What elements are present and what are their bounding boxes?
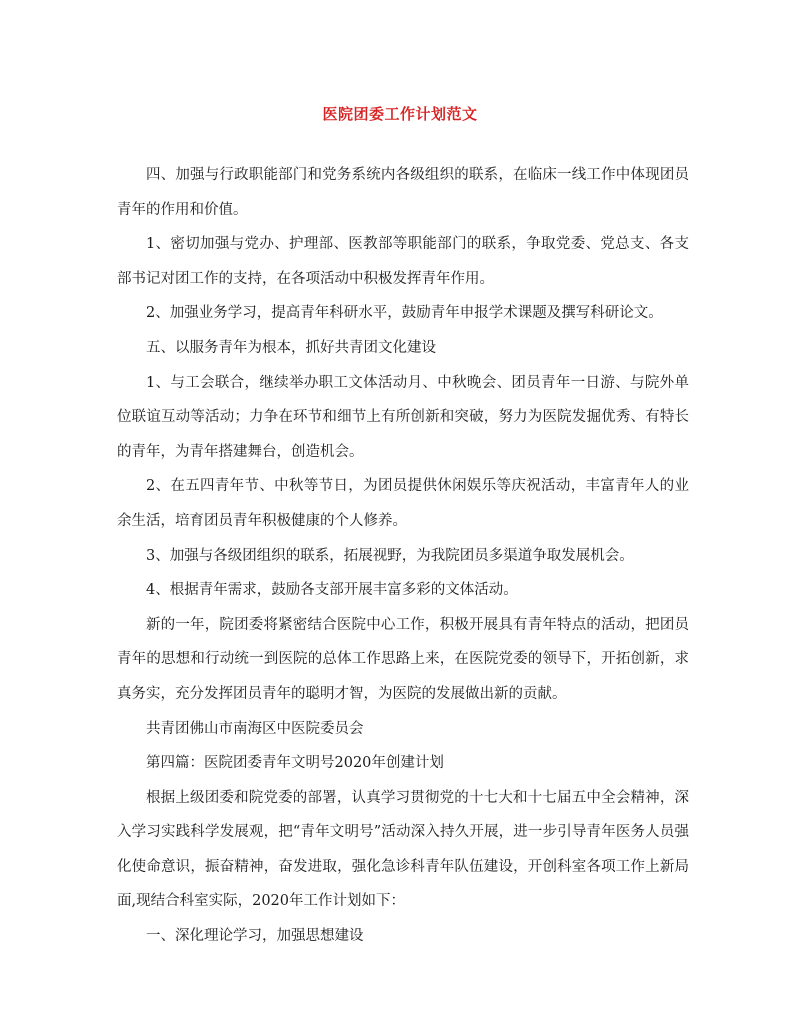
paragraph: 3、加强与各级团组织的联系，拓展视野，为我院团员多渠道争取发展机会。	[146, 547, 634, 564]
signature-line: 共青团佛山市南海区中医院委员会	[146, 720, 364, 737]
document-body	[117, 158, 689, 954]
paragraph: 新的一年，院团委将紧密结合医院中心工作，积极开展具有青年特点的活动，把团员青年的思想和行动统一到医院的总体工作思路上来，在医院党委的领导下，开拓创新，求真务实，充分发挥团员青年的聪明才智，为医院的发展做出新的贡献。	[117, 616, 689, 702]
paragraph: 1、与工会联合，继续举办职工文体活动月、中秋晚会、团员青年一日游、与院外单位联谊互动等活动；力争在环节和细节上有所创新和突破，努力为医院发掘优秀、有特长的青年，为青年搭建舞台，创造机会。	[117, 374, 689, 460]
paragraph: 2、在五四青年节、中秋等节日，为团员提供休闲娱乐等庆祝活动，丰富青年人的业余生活，培育团员青年积极健康的个人修养。	[117, 478, 689, 529]
paragraph: 1、密切加强与党办、护理部、医教部等职能部门的联系，争取党委、党总支、各支部书记对团工作的支持，在各项活动中积极发挥青年作用。	[117, 236, 689, 287]
section-heading: 五、以服务青年为根本，抓好共青团文化建设	[146, 339, 436, 356]
section-heading: 第四篇：医院团委青年文明号2020年创建计划	[146, 755, 444, 772]
section-heading: 一、深化理论学习，加强思想建设	[146, 928, 364, 945]
paragraph: 根据上级团委和院党委的部署，认真学习贯彻党的十七大和十七届五中全会精神，深入学习实践科学发展观，把“青年文明号”活动深入持久开展，进一步引导青年医务人员强化使命意识，振奋精神，奋发进取，强化急诊科青年队伍建设，开创科室各项工作上新局面,现结合科室实际，2020年工作计划如下：	[117, 789, 689, 910]
document-title: 医院团委工作计划范文	[322, 105, 478, 123]
paragraph: 四、加强与行政职能部门和党务系统内各级组织的联系，在临床一线工作中体现团员青年的作用和价值。	[117, 167, 689, 218]
paragraph: 4、根据青年需求，鼓励各支部开展丰富多彩的文体活动。	[146, 582, 518, 599]
paragraph: 2、加强业务学习，提高青年科研水平，鼓励青年申报学术课题及撰写科研论文。	[146, 305, 663, 322]
